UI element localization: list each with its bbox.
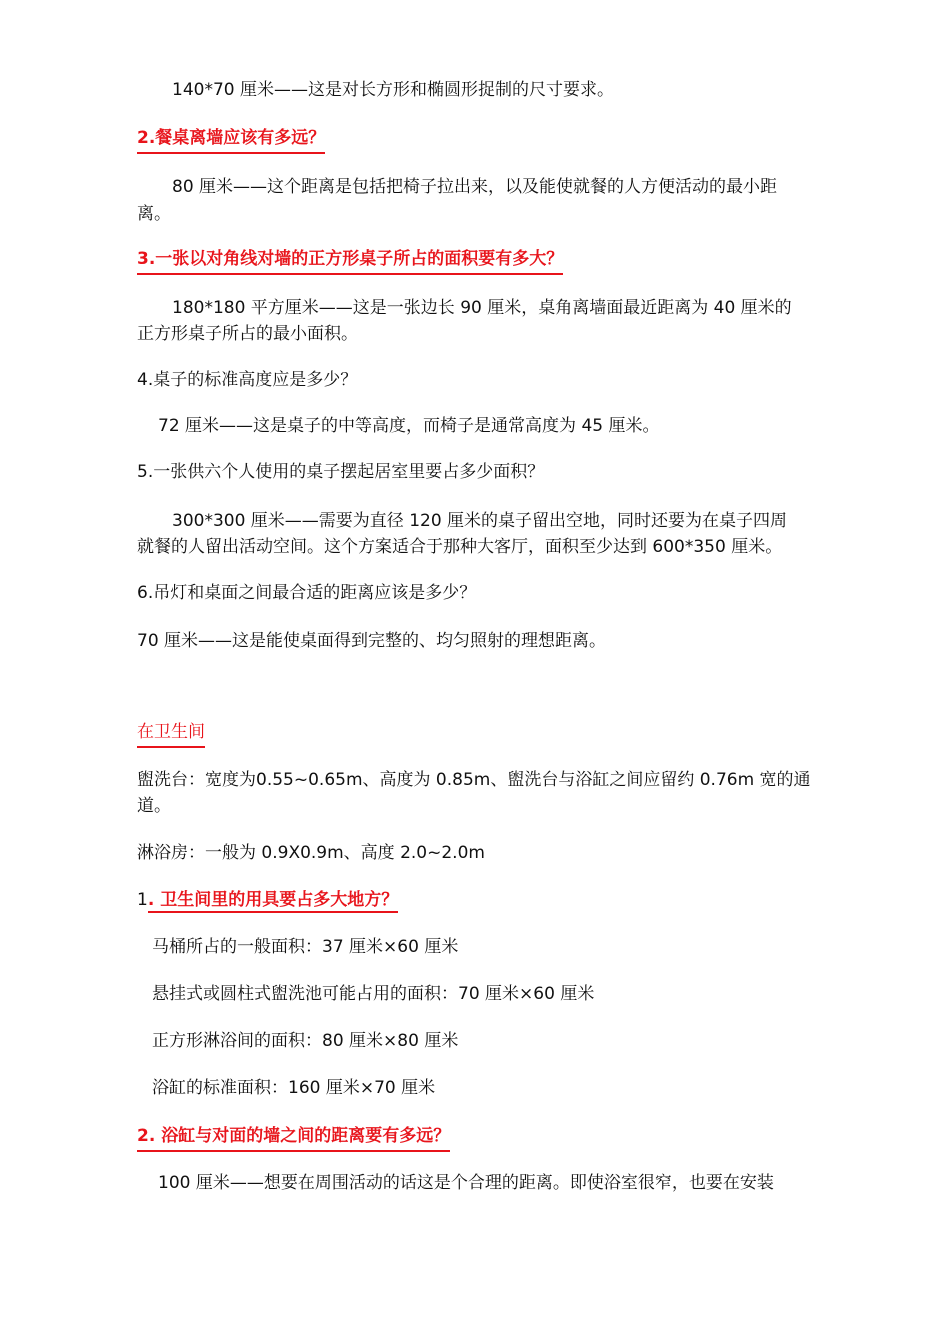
bathroom-section-title: 在卫生间: [137, 719, 205, 748]
dining-q5-answer-line2: 就餐的人留出活动空间。这个方案适合于那种大客厅，面积至少达到 600*350 厘米。: [137, 537, 783, 557]
dining-q3-answer-line1: 180*180 平方厘米——这是一张边长 90 厘米，桌角离墙面最近距离为 40 厘米的: [172, 298, 792, 318]
dining-q2-title: 2.餐桌离墙应该有多远？: [137, 125, 325, 154]
dining-q3-answer-line2: 正方形桌子所占的最小面积。: [137, 324, 358, 344]
bathroom-q1-heading: [137, 887, 398, 913]
bathroom-q1-number: 1: [137, 890, 148, 910]
dining-q4-answer: 72 厘米——这是桌子的中等高度，而椅子是通常高度为 45 厘米。: [158, 416, 660, 436]
bathroom-q1-title: . 卫生间里的用具要占多大地方？: [148, 890, 398, 913]
bathroom-q1-item-shower: 正方形淋浴间的面积：80 厘米×80 厘米: [152, 1031, 459, 1051]
dining-q4-title: 4.桌子的标准高度应是多少？: [137, 370, 358, 390]
bathroom-q2-title: 2. 浴缸与对面的墙之间的距离要有多远？: [137, 1123, 450, 1152]
dining-q5-title: 5.一张供六个人使用的桌子摆起居室里要占多少面积？: [137, 462, 545, 482]
dining-q3-title: 3.一张以对角线对墙的正方形桌子所占的面积要有多大？: [137, 246, 563, 275]
basin-spec-line1: 盥洗台：宽度为0.55~0.65m、高度为 0.85m、盥洗台与浴缸之间应留约 0.76m 宽的通: [137, 770, 811, 790]
dining-q5-answer-line1: 300*300 厘米——需要为直径 120 厘米的桌子留出空地，同时还要为在桌子四周: [172, 511, 788, 531]
dining-q1-answer: 140*70 厘米——这是对长方形和椭圆形捉制的尺寸要求。: [172, 80, 614, 100]
bathroom-q2-answer: 100 厘米——想要在周围活动的话这是个合理的距离。即使浴室很窄，也要在安装: [158, 1173, 774, 1193]
dining-q6-answer: 70 厘米——这是能使桌面得到完整的、均匀照射的理想距离。: [137, 631, 607, 651]
dining-q2-answer-line1: 80 厘米——这个距离是包括把椅子拉出来，以及能使就餐的人方便活动的最小距: [172, 177, 778, 197]
dining-q2-answer-line2: 离。: [137, 204, 171, 224]
bathroom-q1-item-toilet: 马桶所占的一般面积：37 厘米×60 厘米: [152, 937, 459, 957]
dining-q6-title: 6.吊灯和桌面之间最合适的距离应该是多少？: [137, 583, 477, 603]
shower-spec: 淋浴房：一般为 0.9X0.9m、高度 2.0~2.0m: [137, 843, 485, 863]
basin-spec-line2: 道。: [137, 796, 171, 816]
bathroom-q1-item-bathtub: 浴缸的标准面积：160 厘米×70 厘米: [152, 1078, 436, 1098]
bathroom-q1-item-basin: 悬挂式或圆柱式盥洗池可能占用的面积：70 厘米×60 厘米: [152, 984, 595, 1004]
